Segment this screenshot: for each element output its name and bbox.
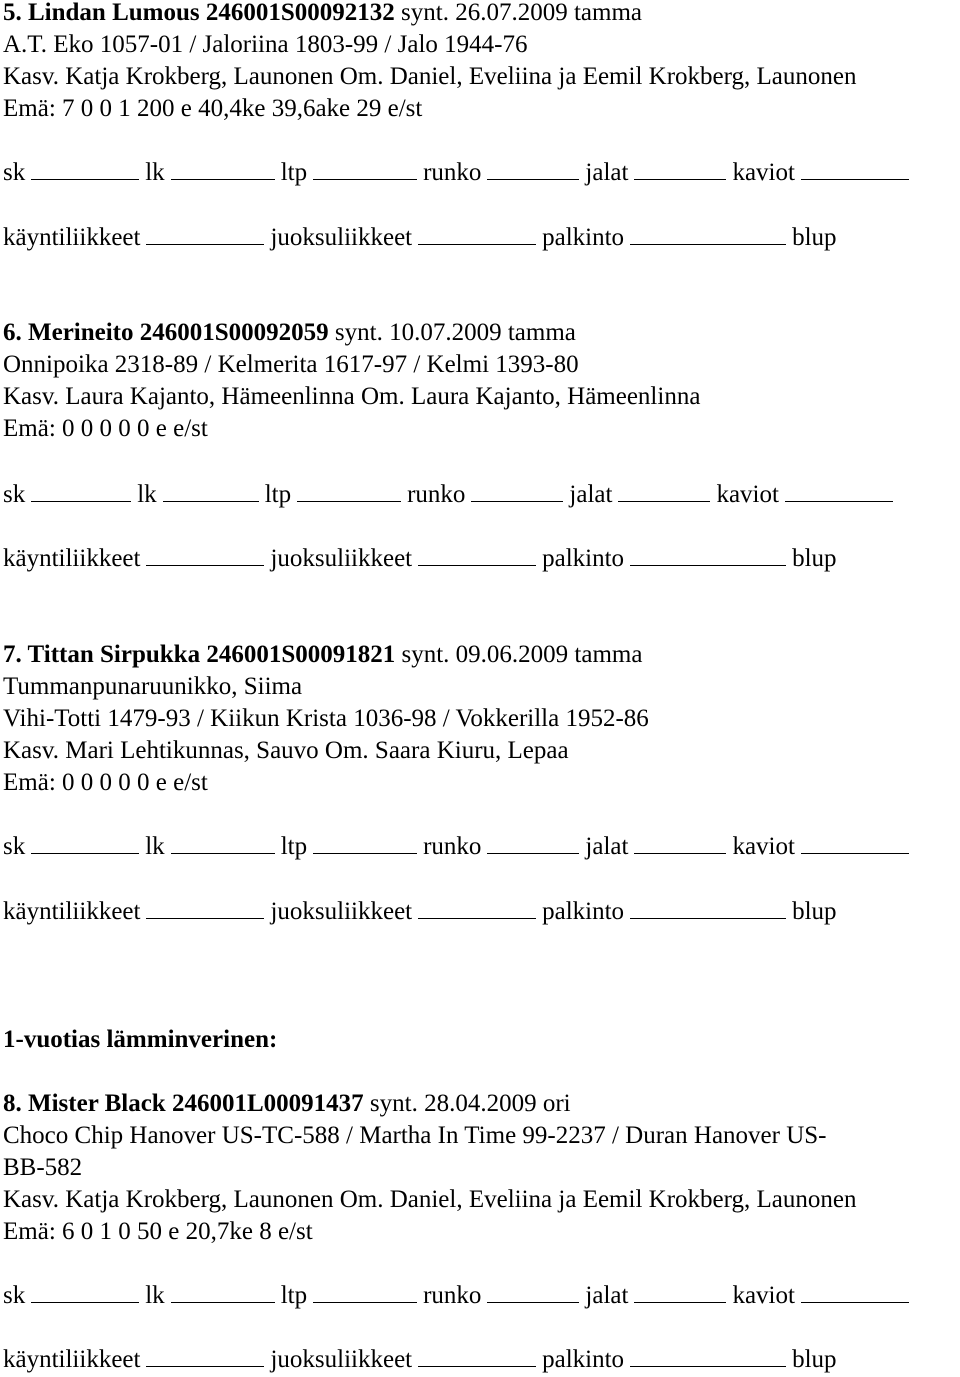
score-label-ltp: ltp [280,1282,308,1309]
score-label-jalat: jalat [585,1282,629,1309]
score-label-kaviot: kaviot [732,1282,795,1309]
score-label-jalat: jalat [585,159,629,186]
score-label-blup: blup [792,224,837,251]
birth-info: synt. 10.07.2009 tamma [328,319,576,346]
score-label-lk: lk [145,833,165,860]
score-blank [634,1301,726,1303]
score-blank [418,1365,536,1367]
score-label-sk: sk [3,159,26,186]
breeder-owner: Kasv. Laura Kajanto, Hämeenlinna Om. Laura Kajanto, Hämeenlinna [3,383,701,410]
score-blank [630,917,786,919]
score-row-1 [3,1280,915,1312]
score-label-ltp: ltp [280,833,308,860]
pedigree: Vihi-Totti 1479-93 / Kiikun Krista 1036-98 / Vokkerilla 1952-86 [3,705,649,732]
score-blank [418,243,536,245]
score-row-1 [3,157,915,189]
score-label-kayntiliikkeet: käyntiliikkeet [3,545,141,572]
entry-heading [3,639,642,671]
score-label-juoksuliikkeet: juoksuliikkeet [270,898,413,925]
score-blank [313,1301,417,1303]
horse-name: 8. Mister Black 246001L00091437 [3,1090,364,1117]
score-blank [418,564,536,566]
score-blank [634,852,726,854]
score-blank [313,852,417,854]
score-label-kaviot: kaviot [732,159,795,186]
score-blank [487,852,579,854]
score-blank [31,178,139,180]
score-blank [163,500,259,502]
birth-info: synt. 28.04.2009 ori [363,1090,571,1117]
score-label-runko: runko [423,159,482,186]
score-blank [801,852,909,854]
score-label-ltp: ltp [280,159,308,186]
score-blank [418,917,536,919]
score-label-kayntiliikkeet: käyntiliikkeet [3,898,141,925]
score-blank [31,500,131,502]
score-label-palkinto: palkinto [542,545,625,572]
score-blank [785,500,893,502]
score-label-lk: lk [137,481,157,508]
pedigree: Onnipoika 2318-89 / Kelmerita 1617-97 / Kelmi 1393-80 [3,351,579,378]
breeder-owner: Kasv. Katja Krokberg, Launonen Om. Daniel, Eveliina ja Eemil Krokberg, Launonen [3,1186,857,1213]
score-blank [146,917,264,919]
score-blank [618,500,710,502]
score-label-runko: runko [423,833,482,860]
score-blank [31,1301,139,1303]
score-label-runko: runko [407,481,466,508]
score-blank [471,500,563,502]
dam-record: Emä: 0 0 0 0 0 e e/st [3,415,208,442]
score-row-2 [3,896,837,928]
dam-record: Emä: 0 0 0 0 0 e e/st [3,769,208,796]
horse-name: 6. Merineito 246001S00092059 [3,319,329,346]
score-label-juoksuliikkeet: juoksuliikkeet [270,1346,413,1373]
score-label-palkinto: palkinto [542,1346,625,1373]
score-row-1 [3,479,899,511]
score-blank [801,178,909,180]
entry-heading [3,317,576,349]
score-label-blup: blup [792,1346,837,1373]
score-row-2 [3,543,837,575]
score-blank [146,1365,264,1367]
score-label-sk: sk [3,833,26,860]
score-row-1 [3,831,915,863]
score-blank [171,852,275,854]
score-blank [313,178,417,180]
entry-heading [3,1088,571,1120]
pedigree: A.T. Eko 1057-01 / Jaloriina 1803-99 / Jalo 1944-76 [3,31,528,58]
score-blank [31,852,139,854]
score-blank [171,178,275,180]
birth-info: synt. 26.07.2009 tamma [394,0,642,26]
score-label-kayntiliikkeet: käyntiliikkeet [3,1346,141,1373]
score-label-jalat: jalat [569,481,613,508]
score-blank [297,500,401,502]
score-blank [146,243,264,245]
pedigree-continued: BB-582 [3,1154,83,1181]
color-description: Tummanpunaruunikko, Siima [3,673,303,700]
score-label-kayntiliikkeet: käyntiliikkeet [3,224,141,251]
score-blank [146,564,264,566]
score-label-lk: lk [145,159,165,186]
entry-heading [3,0,642,29]
score-row-2 [3,1344,837,1376]
score-blank [487,1301,579,1303]
section-heading: 1-vuotias lämminverinen: [3,1026,278,1053]
score-label-ltp: ltp [264,481,292,508]
score-label-juoksuliikkeet: juoksuliikkeet [270,545,413,572]
horse-name: 5. Lindan Lumous 246001S00092132 [3,0,395,26]
score-label-palkinto: palkinto [542,224,625,251]
score-label-blup: blup [792,545,837,572]
score-blank [171,1301,275,1303]
dam-record: Emä: 6 0 1 0 50 e 20,7ke 8 e/st [3,1218,313,1245]
score-label-sk: sk [3,481,26,508]
score-blank [630,243,786,245]
score-blank [801,1301,909,1303]
score-label-juoksuliikkeet: juoksuliikkeet [270,224,413,251]
score-label-blup: blup [792,898,837,925]
score-blank [487,178,579,180]
dam-record: Emä: 7 0 0 1 200 e 40,4ke 39,6ake 29 e/st [3,95,423,122]
birth-info: synt. 09.06.2009 tamma [395,641,643,668]
score-blank [630,1365,786,1367]
pedigree: Choco Chip Hanover US-TC-588 / Martha In Time 99-2237 / Duran Hanover US- [3,1122,827,1149]
score-label-jalat: jalat [585,833,629,860]
score-label-runko: runko [423,1282,482,1309]
score-label-sk: sk [3,1282,26,1309]
score-row-2 [3,222,837,254]
horse-name: 7. Tittan Sirpukka 246001S00091821 [3,641,396,668]
score-label-kaviot: kaviot [732,833,795,860]
score-label-palkinto: palkinto [542,898,625,925]
breeder-owner: Kasv. Mari Lehtikunnas, Sauvo Om. Saara Kiuru, Lepaa [3,737,569,764]
score-blank [630,564,786,566]
score-label-kaviot: kaviot [716,481,779,508]
score-label-lk: lk [145,1282,165,1309]
breeder-owner: Kasv. Katja Krokberg, Launonen Om. Daniel, Eveliina ja Eemil Krokberg, Launonen [3,63,857,90]
score-blank [634,178,726,180]
